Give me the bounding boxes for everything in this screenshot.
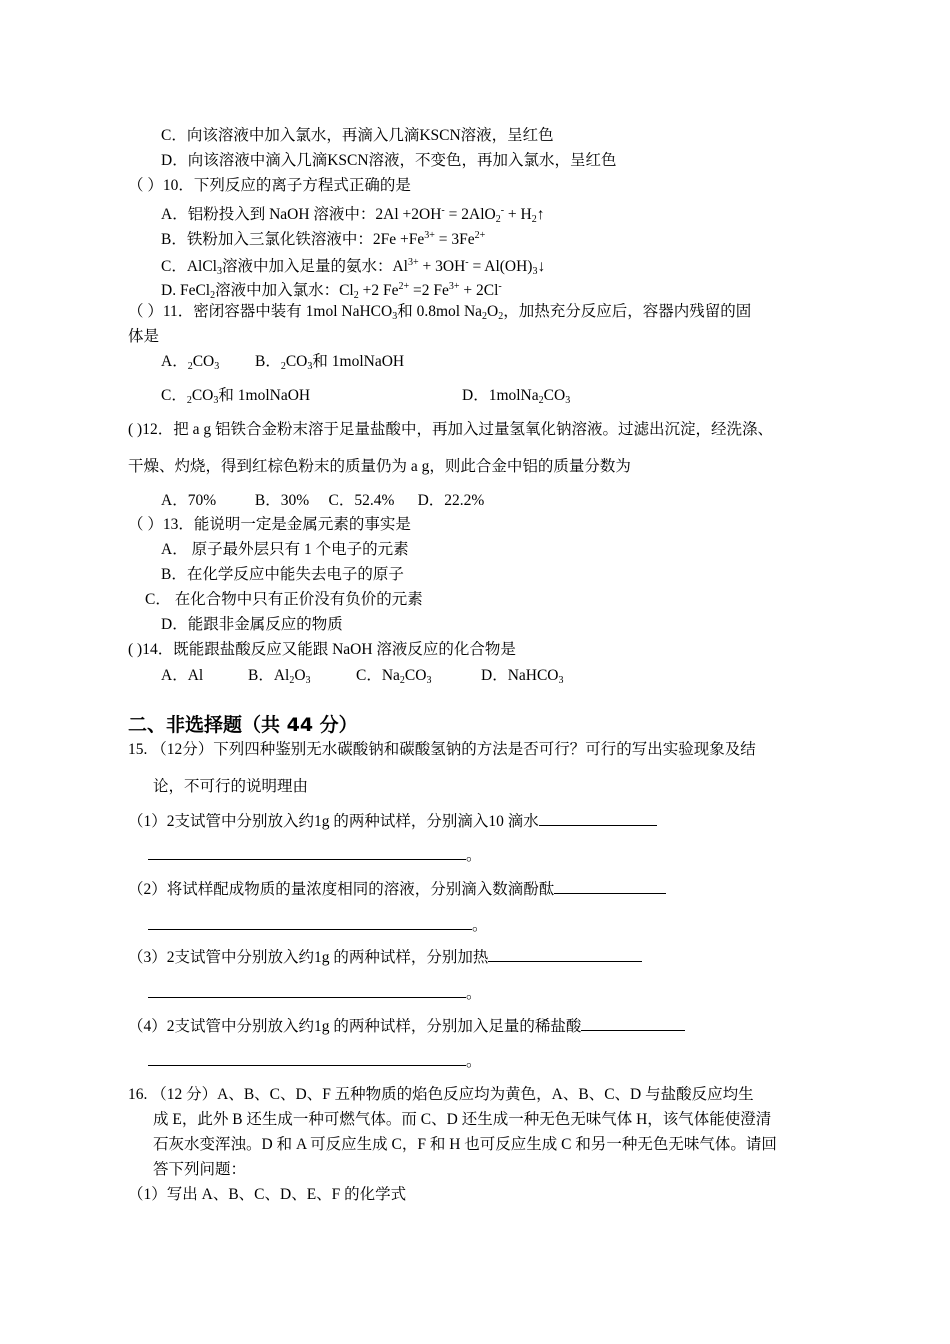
q9-option-d: D．向该溶液中滴入几滴KSCN溶液，不变色，再加入氯水，呈红色 xyxy=(161,152,617,169)
q13-option-c: C． 在化合物中只有正价没有负价的元素 xyxy=(145,591,423,608)
q16-stem-line1: 16. （12 分）A、B、C、D、F 五种物质的焰色反应均为黄色，A、B、C、D 与盐酸反应均生 xyxy=(128,1086,754,1103)
q13-option-b: B．在化学反应中能失去电子的原子 xyxy=(161,566,404,583)
q14-option-c: C．$Na_2CO_3$ xyxy=(356,667,432,686)
q14-option-d: D．NaHCO$_3$ xyxy=(481,667,564,686)
q15-part4-blank[interactable] xyxy=(581,1016,685,1031)
q13-option-a: A． 原子最外层只有 1 个电子的元素 xyxy=(161,541,409,558)
q15-part1: （1）2支试管中分别放入约1g 的两种试样，分别滴入10 滴水 xyxy=(128,811,657,832)
q11-stem-line2: 体是 xyxy=(128,328,160,345)
q10-option-d: D. FeCl$_2$溶液中加入氯水：$Cl_2 +2$ $Fe^{2+} =2$ $Fe^{3+} + 2Cl^-$ xyxy=(161,281,502,301)
q14-stem: ( )14．既能跟盐酸反应又能跟 NaOH 溶液反应的化合物是 xyxy=(128,641,516,658)
q15-part2-blank[interactable] xyxy=(554,879,666,894)
q10-stem: （ ）10．下列反应的离子方程式正确的是 xyxy=(128,177,411,194)
q11-option-b: B．$_2CO_3$和 1molNaOH xyxy=(255,353,405,372)
q10-option-c: C．AlCl$_3$溶液中加入足量的氨水：$Al^{3+} + 3OH^-$ = $Al(OH)_3↓$ xyxy=(161,257,546,277)
q10-option-b: B．铁粉加入三氯化铁溶液中：$2Fe +Fe^{3+} = 3Fe^{2+}$ xyxy=(161,230,486,248)
q12-stem-line1: ( )12．把 a g 铝铁合金粉末溶于足量盐酸中，再加入过量氢氧化钠溶液。过滤出沉淀，经洗涤、 xyxy=(128,421,773,438)
q15-part1-answer-line[interactable]: 。 xyxy=(148,845,482,866)
q11-stem-line1: （ ）11．密闭容器中装有 1mol NaHCO$_3$和 0.8mol $Na_2O_2$，加热充分反应后，容器内残留的固 xyxy=(128,303,752,322)
q16-stem-line3: 石灰水变浑浊。D 和 A 可反应生成 C，F 和 H 也可反应生成 C 和另一种无色无味气体。请回 xyxy=(153,1136,777,1153)
q15-part3-blank[interactable] xyxy=(488,947,642,962)
q16-stem-line4: 答下列问题： xyxy=(153,1161,247,1178)
q11-option-a: A．$_2CO_3$ xyxy=(161,353,220,372)
q12-stem-line2: 干燥、灼烧，得到红棕色粉末的质量仍为 a g，则此合金中铝的质量分数为 xyxy=(128,458,631,475)
q10-option-a: A．铝粉投入到 NaOH 溶液中：$2Al +2OH^- = 2AlO_2^- + H_2↑$ xyxy=(161,205,545,225)
q15-part2-answer-line[interactable]: 。 xyxy=(148,915,488,936)
q15-part1-blank[interactable] xyxy=(539,811,657,826)
section-2-heading: 二、非选择题（共 44 分） xyxy=(128,714,358,736)
q12-options: A．70% B．30% C．52.4% D．22.2% xyxy=(161,492,485,509)
q11-option-d: D．$1molNa_2CO_3$ xyxy=(462,387,571,406)
q15-part2: （2）将试样配成物质的量浓度相同的溶液，分别滴入数滴酚酞 xyxy=(128,879,666,900)
q15-stem-line1: 15. （12分）下列四种鉴别无水碳酸钠和碳酸氢钠的方法是否可行？可行的写出实验现象及结 xyxy=(128,741,756,758)
q15-stem-line2: 论，不可行的说明理由 xyxy=(153,778,309,795)
q9-option-c: C．向该溶液中加入氯水，再滴入几滴KSCN溶液，呈红色 xyxy=(161,127,554,144)
q16-part1: （1）写出 A、B、C、D、E、F 的化学式 xyxy=(128,1186,407,1203)
q13-stem: （ ）13．能说明一定是金属元素的事实是 xyxy=(128,516,411,533)
q11-option-c: C．$_2CO_3$和 1molNaOH xyxy=(161,387,311,406)
q14-option-a: A．Al xyxy=(161,667,204,684)
q15-part4-answer-line[interactable]: 。 xyxy=(148,1051,482,1072)
q13-option-d: D．能跟非金属反应的物质 xyxy=(161,616,343,633)
q16-stem-line2: 成 E，此外 B 还生成一种可燃气体。而 C、D 还生成一种无色无味气体 H，该气体能使澄清 xyxy=(153,1111,772,1128)
q14-option-b: B．$Al_2O_3$ xyxy=(248,667,311,686)
q15-part3: （3）2支试管中分别放入约1g 的两种试样，分别加热 xyxy=(128,947,642,968)
q15-part4: （4）2支试管中分别放入约1g 的两种试样，分别加入足量的稀盐酸 xyxy=(128,1016,685,1037)
q15-part3-answer-line[interactable]: 。 xyxy=(148,983,482,1004)
